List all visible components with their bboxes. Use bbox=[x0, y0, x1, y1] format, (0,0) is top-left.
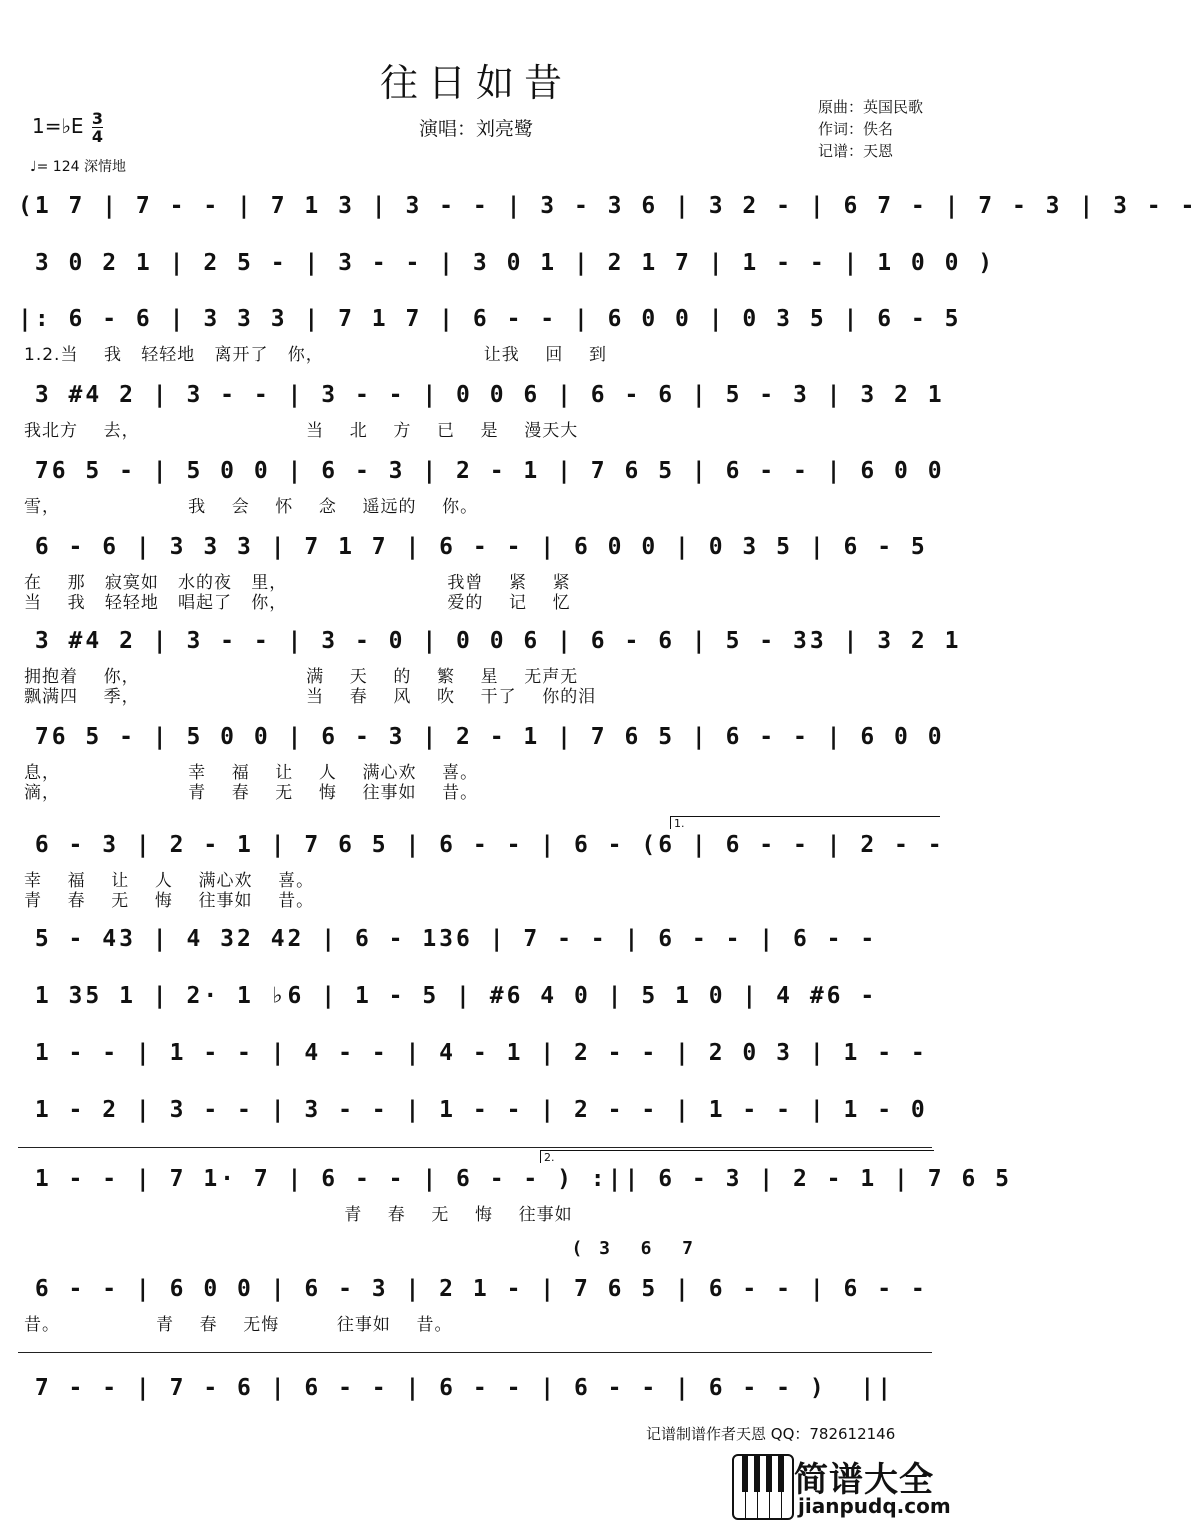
lyric-line: 拥抱着 你， 满 天 的 繁 星 无声无 bbox=[24, 667, 579, 687]
notation-line: ( 3 6 7 bbox=[18, 1238, 697, 1259]
notation-line: 6 - - | 6 0 0 | 6 - 3 | 2 1 - | 7 6 5 | 6 - - | 6 - - bbox=[18, 1276, 928, 1302]
key-signature bbox=[32, 110, 103, 145]
lyric-line: 我北方 去， 当 北 方 已 是 漫天大 bbox=[24, 421, 579, 441]
key-label: 1=♭E bbox=[32, 114, 84, 138]
notation-line: 7 - - | 7 - 6 | 6 - - | 6 - - | 6 - - | 6 - - ) || bbox=[18, 1375, 895, 1401]
time-top: 3 bbox=[91, 109, 104, 128]
lyric-line: 青 春 无 悔 往事如 bbox=[24, 1205, 573, 1225]
score-row bbox=[18, 534, 938, 613]
notation-line: 1 - - | 1 - - | 4 - - | 4 - 1 | 2 - - | 2 0 3 | 1 - - bbox=[18, 1040, 928, 1066]
score-row bbox=[18, 724, 945, 803]
notation-line: (1 7 | 7 - - | 7 1 3 | 3 - - | 3 - 3 6 | 3 2 - | 6 7 - | 7 - 3 | 3 - - bbox=[18, 193, 1197, 219]
notation-line: 3 #4 2 | 3 - - | 3 - 0 | 0 0 6 | 6 - 6 | 5 - 33 | 3 2 1 bbox=[18, 628, 962, 654]
score-row bbox=[18, 458, 945, 517]
notation-line: 6 - 6 | 3 3 3 | 7 1 7 | 6 - - | 6 0 0 | 0 3 5 | 6 - 5 bbox=[18, 534, 928, 560]
notation-line: |: 6 - 6 | 3 3 3 | 7 1 7 | 6 - - | 6 0 0 | 0 3 5 | 6 - 5 bbox=[18, 306, 962, 332]
score-row bbox=[18, 1238, 938, 1278]
transcriber-credit: 记谱：天恩 bbox=[818, 142, 894, 160]
notation-line: 76 5 - | 5 0 0 | 6 - 3 | 2 - 1 | 7 6 5 | 6 - - | 6 0 0 bbox=[18, 458, 945, 484]
lyric-line: 飘满四 季， 当 春 风 吹 干了 你的泪 bbox=[24, 687, 597, 707]
tempo-marking: ♩= 124 深情地 bbox=[30, 159, 126, 175]
notation-line: 76 5 - | 5 0 0 | 6 - 3 | 2 - 1 | 7 6 5 | 6 - - | 6 0 0 bbox=[18, 724, 945, 750]
section-divider bbox=[18, 1352, 932, 1353]
lyric-line: 昔。 青 春 无悔 往事如 昔。 bbox=[24, 1315, 453, 1335]
notation-line: 1 - 2 | 3 - - | 3 - - | 1 - - | 2 - - | 1 - - | 1 - 0 bbox=[18, 1097, 928, 1123]
lyric-line: 1.2.当 我 轻轻地 离开了 你， 让我 回 到 bbox=[24, 345, 608, 365]
time-bottom: 4 bbox=[91, 127, 104, 146]
score-row bbox=[18, 1097, 938, 1137]
notation-line: 6 - 3 | 2 - 1 | 7 6 5 | 6 - - | 6 - (6 | 6 - - | 2 - - bbox=[18, 832, 945, 858]
lyric-line: 青 春 无 悔 往事如 昔。 bbox=[24, 891, 315, 911]
piano-icon bbox=[732, 1454, 794, 1520]
lyric-line: 在 那 寂寞如 水的夜 里， 我曾 紧 紧 bbox=[24, 573, 571, 593]
notation-line: 5 - 43 | 4 32 42 | 6 - 136 | 7 - - | 6 - - | 6 - - bbox=[18, 926, 878, 952]
volta-bracket: 1. bbox=[670, 816, 940, 829]
lyricist-credit: 作词：佚名 bbox=[818, 120, 894, 138]
score-row bbox=[18, 1375, 938, 1415]
score-row bbox=[18, 306, 962, 365]
notation-line: 3 #4 2 | 3 - - | 3 - - | 0 0 6 | 6 - 6 | 5 - 3 | 3 2 1 bbox=[18, 382, 945, 408]
score-row bbox=[18, 983, 938, 1023]
score-row bbox=[18, 1151, 1012, 1225]
score-row bbox=[18, 1040, 938, 1080]
original-credit: 原曲：英国民歌 bbox=[818, 98, 924, 116]
logo-url: jianpudq.com bbox=[798, 1494, 951, 1518]
lyric-line: 滴， 青 春 无 悔 往事如 昔。 bbox=[24, 783, 479, 803]
score-row bbox=[18, 817, 945, 911]
score-row bbox=[18, 250, 996, 290]
lyric-line: 当 我 轻轻地 唱起了 你， 爱的 记 忆 bbox=[24, 593, 571, 613]
site-logo[interactable] bbox=[732, 1450, 951, 1520]
score-row bbox=[18, 628, 962, 707]
logo-text: 简谱大全 bbox=[794, 1460, 934, 1500]
singer-credit: 演唱：刘亮鹭 bbox=[418, 118, 533, 140]
score-row bbox=[18, 926, 938, 966]
song-title: 往日如昔 bbox=[379, 61, 572, 105]
footer-credit: 记谱制谱作者天恩 QQ：782612146 bbox=[646, 1425, 896, 1443]
notation-line: 1 35 1 | 2· 1 ♭6 | 1 - 5 | #6 4 0 | 5 1 0 | 4 #6 - bbox=[18, 983, 878, 1009]
time-signature bbox=[92, 110, 103, 145]
lyric-line: 幸 福 让 人 满心欢 喜。 bbox=[24, 871, 315, 891]
volta-bracket: 2. bbox=[540, 1150, 934, 1163]
section-divider bbox=[18, 1147, 932, 1148]
score-row bbox=[18, 193, 1197, 233]
score-row bbox=[18, 382, 945, 441]
notation-line: 3 0 2 1 | 2 5 - | 3 - - | 3 0 1 | 2 1 7 | 1 - - | 1 0 0 ) bbox=[18, 250, 996, 276]
notation-line: 1 - - | 7 1· 7 | 6 - - | 6 - - ) :|| 6 - 3 | 2 - 1 | 7 6 5 bbox=[18, 1166, 1012, 1192]
score-row bbox=[18, 1276, 938, 1335]
lyric-line: 息， 幸 福 让 人 满心欢 喜。 bbox=[24, 763, 479, 783]
lyric-line: 雪， 我 会 怀 念 遥远的 你。 bbox=[24, 497, 479, 517]
